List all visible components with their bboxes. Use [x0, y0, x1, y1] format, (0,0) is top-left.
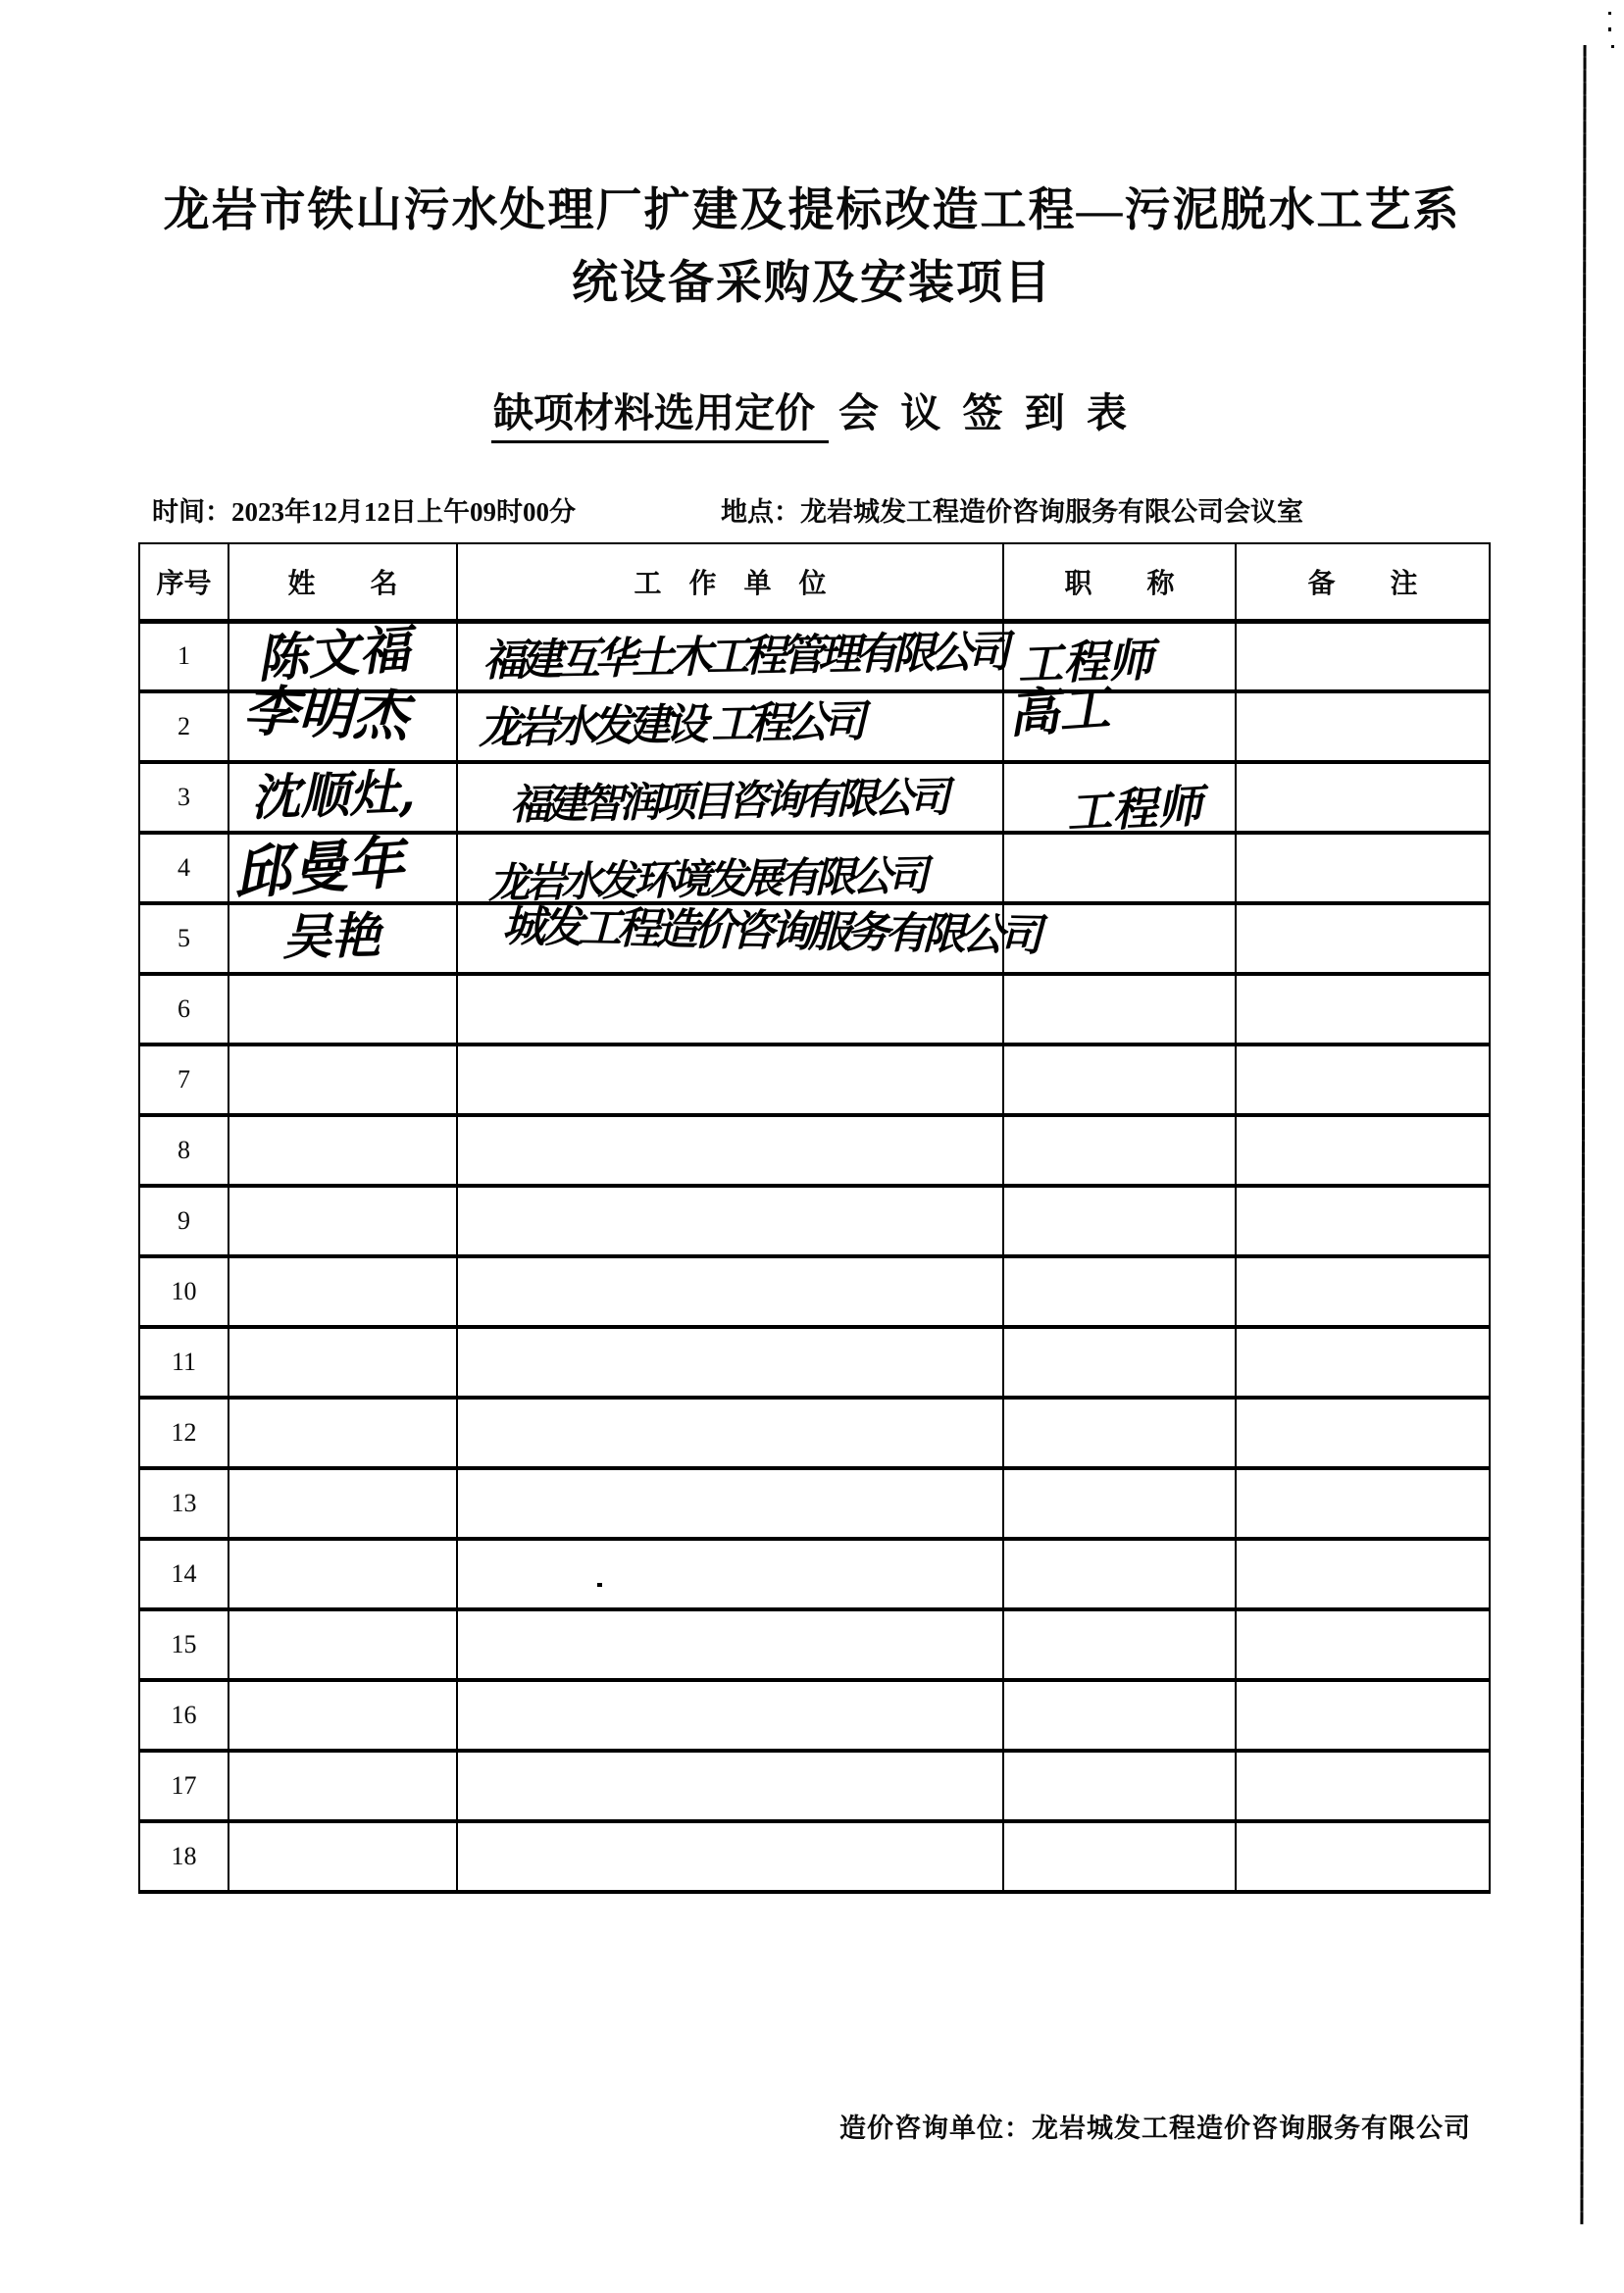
- cell-name-r8: [228, 1115, 457, 1186]
- signature-unit-r5: 城发工程造价咨询服务有限公司: [501, 901, 1039, 961]
- cell-title-r8: [1003, 1115, 1236, 1186]
- signature-name-r5: 吴艳: [281, 906, 381, 966]
- cell-name-r6: [228, 974, 457, 1045]
- cell-unit-r12: [457, 1398, 1003, 1468]
- cell-note-r13: [1236, 1468, 1490, 1539]
- cell-unit-r2: [457, 691, 1003, 762]
- cell-note-r6: [1236, 974, 1490, 1045]
- signature-unit-r3: 福建智润项目咨询有限公司: [509, 773, 946, 829]
- cell-note-r16: [1236, 1680, 1490, 1751]
- cell-name-r10: [228, 1256, 457, 1327]
- signature-name-r1: 陈文福: [255, 619, 412, 690]
- cell-no-r18: 18: [139, 1821, 228, 1892]
- cell-unit-r14: [457, 1539, 1003, 1609]
- cell-unit-r11: [457, 1327, 1003, 1398]
- header-note: 备 注: [1236, 543, 1490, 621]
- cell-unit-r10: [457, 1256, 1003, 1327]
- cell-note-r10: [1236, 1256, 1490, 1327]
- scan-edge-artifact: [1580, 45, 1586, 2224]
- cell-name-r3: [228, 762, 457, 833]
- cell-unit-r16: [457, 1680, 1003, 1751]
- table-row: [139, 1186, 1490, 1256]
- cell-note-r8: [1236, 1115, 1490, 1186]
- cell-title-r4: [1003, 833, 1236, 903]
- scan-speck: [597, 1583, 602, 1587]
- table-row: [139, 1045, 1490, 1115]
- signature-title-r2: 高工: [1005, 678, 1112, 745]
- cell-unit-r18: [457, 1821, 1003, 1892]
- signature-name-r4: 邱曼年: [230, 829, 407, 907]
- subtitle-underlined-text: 缺项材料选用定价: [491, 390, 829, 443]
- cell-no-r9: 9: [139, 1186, 228, 1256]
- cell-note-r5: [1236, 903, 1490, 974]
- cell-unit-r1: [457, 621, 1003, 691]
- cell-unit-r3: [457, 762, 1003, 833]
- document-title-line2: 统设备采购及安装项目: [572, 258, 1052, 309]
- signature-title-r1: 工程师: [1017, 633, 1154, 691]
- cell-note-r2: [1236, 691, 1490, 762]
- cell-note-r11: [1236, 1327, 1490, 1398]
- cell-note-r3: [1236, 762, 1490, 833]
- cell-unit-r8: [457, 1115, 1003, 1186]
- cell-title-r7: [1003, 1045, 1236, 1115]
- table-row: [139, 762, 1490, 833]
- cell-note-r12: [1236, 1398, 1490, 1468]
- cell-no-r7: 7: [139, 1045, 228, 1115]
- table-row: [139, 833, 1490, 903]
- document-subtitle: [0, 381, 1624, 438]
- cell-title-r14: [1003, 1539, 1236, 1609]
- cell-unit-r5: [457, 903, 1003, 974]
- cell-note-r4: [1236, 833, 1490, 903]
- cell-name-r7: [228, 1045, 457, 1115]
- cell-name-r18: [228, 1821, 457, 1892]
- cell-unit-r13: [457, 1468, 1003, 1539]
- signature-unit-r2: 龙岩水发建设 工程公司: [478, 696, 861, 754]
- cell-title-r18: [1003, 1821, 1236, 1892]
- signature-name-r2: 李明杰: [241, 679, 410, 749]
- header-name: 姓 名: [228, 543, 457, 621]
- cell-no-r14: 14: [139, 1539, 228, 1609]
- table-row: [139, 691, 1490, 762]
- cell-no-r11: 11: [139, 1327, 228, 1398]
- cell-title-r6: [1003, 974, 1236, 1045]
- cell-name-r14: [228, 1539, 457, 1609]
- scan-speck: [1608, 12, 1611, 15]
- table-row: [139, 974, 1490, 1045]
- cell-title-r12: [1003, 1398, 1236, 1468]
- cell-no-r6: 6: [139, 974, 228, 1045]
- table-row: [139, 1327, 1490, 1398]
- cell-name-r12: [228, 1398, 457, 1468]
- table-header-row: [139, 543, 1490, 621]
- cell-unit-r15: [457, 1609, 1003, 1680]
- cell-title-r11: [1003, 1327, 1236, 1398]
- cell-title-r2: [1003, 691, 1236, 762]
- cell-name-r2: [228, 691, 457, 762]
- cell-title-r10: [1003, 1256, 1236, 1327]
- cell-no-r5: 5: [139, 903, 228, 974]
- cell-name-r4: [228, 829, 457, 907]
- meeting-location: 地点：龙岩城发工程造价咨询服务有限公司会议室: [721, 497, 1303, 527]
- table-row: [139, 1751, 1490, 1821]
- cell-no-r17: 17: [139, 1751, 228, 1821]
- table-row: [139, 1398, 1490, 1468]
- signature-title-r3: 工程师: [1065, 779, 1204, 840]
- cell-name-r11: [228, 1327, 457, 1398]
- cell-note-r9: [1236, 1186, 1490, 1256]
- cell-note-r7: [1236, 1045, 1490, 1115]
- subtitle-rest-text: 会 议 签 到 表: [838, 390, 1133, 435]
- cell-title-r13: [1003, 1468, 1236, 1539]
- cell-note-r15: [1236, 1609, 1490, 1680]
- header-title: 职 称: [1003, 543, 1236, 621]
- cell-no-r2: 2: [139, 691, 228, 762]
- cell-note-r14: [1236, 1539, 1490, 1609]
- cell-title-r1: [1003, 621, 1236, 691]
- signature-name-r3: 沈顺灶,: [250, 763, 417, 827]
- table-row: [139, 1821, 1490, 1892]
- signature-unit-r4: 龙岩水发环境发展有限公司: [487, 851, 925, 907]
- cell-no-r1: 1: [139, 621, 228, 691]
- sign-in-table: [138, 542, 1491, 1894]
- cell-no-r8: 8: [139, 1115, 228, 1186]
- cell-title-r17: [1003, 1751, 1236, 1821]
- table-row: [139, 1539, 1490, 1609]
- cell-title-r15: [1003, 1609, 1236, 1680]
- header-no: 序号: [139, 543, 228, 621]
- signature-unit-r1: 福建互华土木工程管理有限公司: [482, 627, 1005, 687]
- cell-name-r16: [228, 1680, 457, 1751]
- table-row: [139, 621, 1490, 691]
- table-row: [139, 1115, 1490, 1186]
- table-row: [139, 1468, 1490, 1539]
- cell-unit-r6: [457, 974, 1003, 1045]
- cell-unit-r7: [457, 1045, 1003, 1115]
- cell-unit-r9: [457, 1186, 1003, 1256]
- table-row: [139, 1256, 1490, 1327]
- cell-name-r5: [228, 903, 457, 974]
- table-row: [139, 1609, 1490, 1680]
- cell-no-r16: 16: [139, 1680, 228, 1751]
- cell-no-r3: 3: [139, 762, 228, 833]
- cell-no-r4: 4: [139, 833, 228, 903]
- scan-speck: [1608, 27, 1611, 31]
- consulting-unit-footer: 造价咨询单位：龙岩城发工程造价咨询服务有限公司: [839, 2114, 1471, 2143]
- document-title-line1: 龙岩市铁山污水处理厂扩建及提标改造工程—污泥脱水工艺系: [163, 185, 1461, 236]
- cell-title-r16: [1003, 1680, 1236, 1751]
- meeting-time: 时间：2023年12月12日上午09时00分: [152, 497, 576, 527]
- cell-title-r5: [1003, 903, 1236, 974]
- cell-note-r1: [1236, 621, 1490, 691]
- cell-name-r13: [228, 1468, 457, 1539]
- cell-name-r9: [228, 1186, 457, 1256]
- cell-title-r9: [1003, 1186, 1236, 1256]
- cell-title-r3: [1003, 762, 1236, 840]
- cell-no-r12: 12: [139, 1398, 228, 1468]
- cell-unit-r4: [457, 833, 1003, 907]
- cell-note-r17: [1236, 1751, 1490, 1821]
- table-row: [139, 1680, 1490, 1751]
- header-unit: 工 作 单 位: [457, 543, 1003, 621]
- cell-no-r10: 10: [139, 1256, 228, 1327]
- cell-no-r13: 13: [139, 1468, 228, 1539]
- cell-unit-r17: [457, 1751, 1003, 1821]
- cell-note-r18: [1236, 1821, 1490, 1892]
- cell-no-r15: 15: [139, 1609, 228, 1680]
- table-row: [139, 903, 1490, 974]
- cell-name-r17: [228, 1751, 457, 1821]
- cell-name-r1: [228, 621, 457, 691]
- scan-speck: [1611, 45, 1614, 48]
- document-title: [0, 175, 1624, 320]
- cell-name-r15: [228, 1609, 457, 1680]
